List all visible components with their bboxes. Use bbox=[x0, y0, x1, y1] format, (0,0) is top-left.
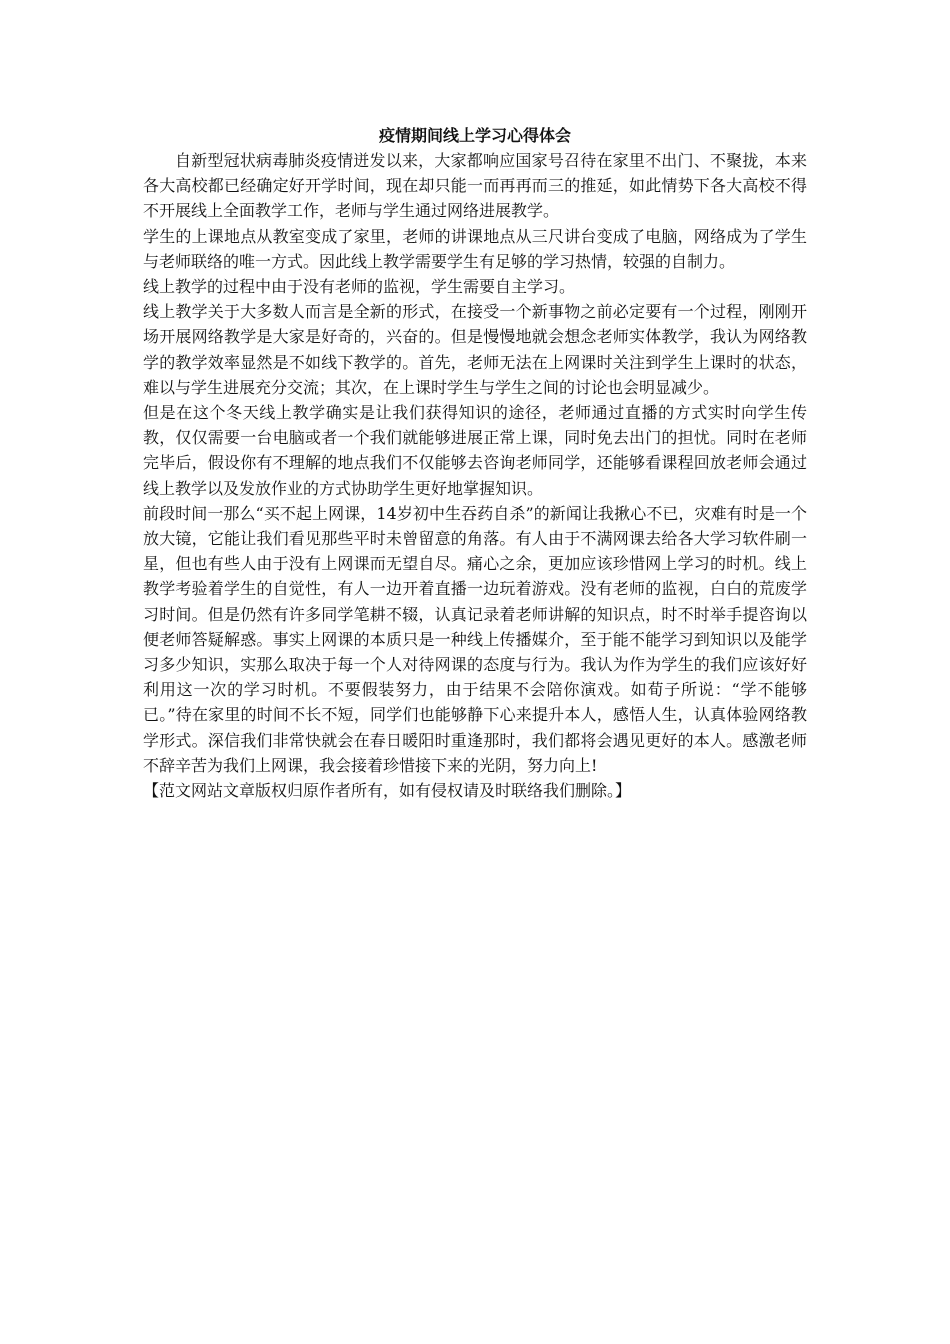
paragraph-winter-teaching: 但是在这个冬天线上教学确实是让我们获得知识的途径，老师通过直播的方式实时向学生传教，仅仅需要一台电脑或者一个我们就能够进展正常上课，同时免去出门的担忧。同时在老师完毕后，假设你有不理解的地点我们不仅能够去咨询老师同学，还能够看课程回放老师会通过线上教学以及发放作业的方式协助学生更好地掌握知识。 bbox=[143, 403, 807, 498]
document-page bbox=[143, 124, 807, 803]
paragraph-reflection: 前段时间一那么“买不起上网课，14岁初中生吞药自杀”的新闻让我揪心不已，灾难有时是一个放大镜，它能让我们看见那些平时未曾留意的角落。有人由于不满网课去给各大学习软件刷一星，但也有些人由于没有上网课而无望自尽。痛心之余，更加应该珍惜网上学习的时机。线上教学考验着学生的自觉性，有人一边开着直播一边玩着游戏。没有老师的监视，白白的荒废学习时间。但是仍然有许多同学笔耕不辍，认真记录着老师讲解的知识点，时不时举手提咨询以便老师答疑解惑。事实上网课的本质只是一种线上传播媒介，至于能不能学习到知识以及能学习多少知识，实那么取决于每一个人对待网课的态度与行为。我认为作为学生的我们应该好好利用这一次的学习时机。不要假装努力，由于结果不会陪你演戏。如荀子所说：“学不能够已。”待在家里的时间不长不短，同学们也能够静下心来提升本人，感悟人生，认真体验网络教学形式。深信我们非常快就会在春日暖阳时重逢那时，我们都将会遇见更好的本人。感激老师不辞辛苦为我们上网课，我会接着珍惜接下来的光阴，努力向上! bbox=[143, 503, 807, 775]
paragraph-intro: 自新型冠状病毒肺炎疫情迸发以来，大家都响应国家号召待在家里不出门、不聚拢，本来各大高校都已经确定好开学时间，现在却只能一而再再而三的推延，如此情势下各大高校不得不开展线上全面教学工作，老师与学生通过网络进展教学。 bbox=[143, 151, 807, 221]
document-title: 疫情期间线上学习心得体会 bbox=[378, 126, 571, 145]
paragraph-location-change: 学生的上课地点从教室变成了家里，老师的讲课地点从三尺讲台变成了电脑，网络成为了学生与老师联络的唯一方式。因此线上教学需要学生有足够的学习热情，较强的自制力。 bbox=[143, 226, 807, 271]
paragraph-new-format: 线上教学关于大多数人而言是全新的形式，在接受一个新事物之前必定要有一个过程，刚刚开场开展网络教学是大家是好奇的，兴奋的。但是慢慢地就会想念老师实体教学，我认为网络教学的教学效率显然是不如线下教学的。首先，老师无法在上网课时关注到学生上课时的状态，难以与学生进展充分交流；其次，在上课时学生与学生之间的讨论也会明显减少。 bbox=[143, 302, 807, 397]
paragraph-self-study: 线上教学的过程中由于没有老师的监视，学生需要自主学习。 bbox=[143, 277, 576, 297]
copyright-notice: 【范文网站文章版权归原作者所有，如有侵权请及时联络我们删除。】 bbox=[143, 781, 632, 801]
